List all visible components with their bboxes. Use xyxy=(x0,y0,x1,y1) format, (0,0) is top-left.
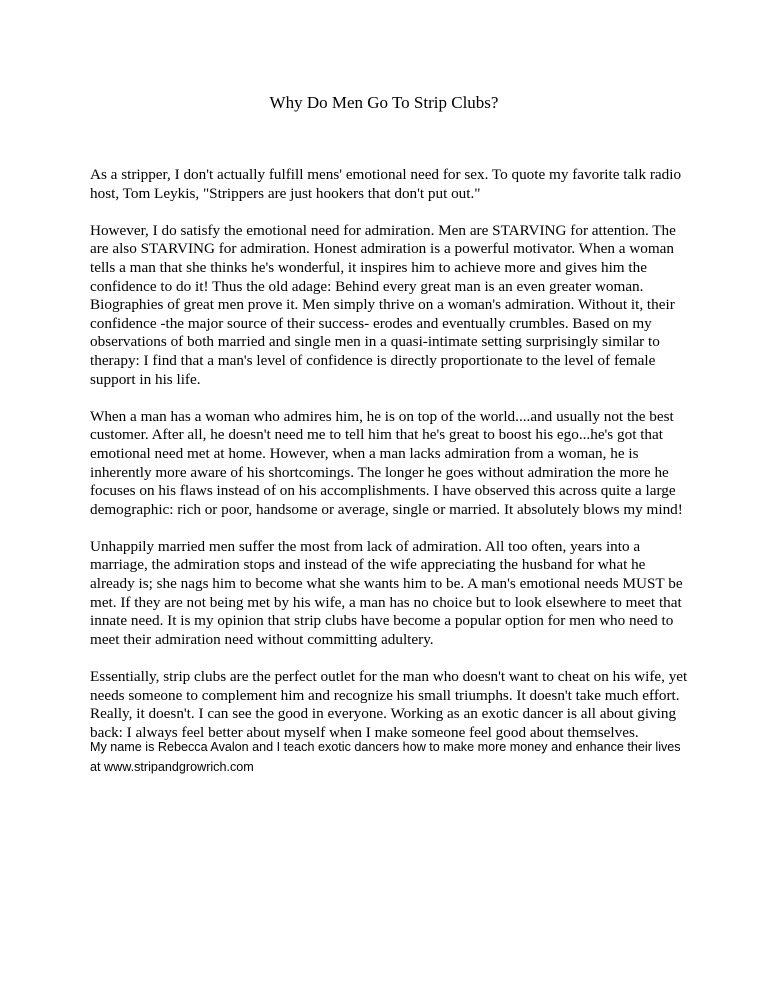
paragraph-2: However, I do satisfy the emotional need for admiration. Men are STARVING for attention. The are also STARVING for admiration. Honest admiration is a powerful motivator. When a woman tells a man that she thinks he's wonderful, it inspires him to achieve more and gives him the confidence to do it! Thus the old adage: Behind every great man is an even greater woman. Biographies of great men prove it. Men simply thrive on a woman's admiration. Without it, their confidence -the major source of their success- erodes and eventually crumbles. Based on my observations of both married and single men in a quasi-intimate setting surprisingly similar to therapy: I find that a man's level of confidence is directly proportionate to the level of female support in his life. xyxy=(90,221,676,388)
paragraph-5: Essentially, strip clubs are the perfect outlet for the man who doesn't want to cheat on his wife, yet needs someone to complement him and recognize his small triumphs. It doesn't take much effort. Really, it doesn't. I can see the good in everyone. Working as an exotic dancer is all about giving back: I always feel better about myself when I make someone feel good about themselves. xyxy=(90,668,688,741)
document-title: Why Do Men Go To Strip Clubs? xyxy=(269,93,499,112)
document-body xyxy=(90,166,690,761)
paragraph-4: Unhappily married men suffer the most from lack of admiration. All too often, years into a marriage, the admiration stops and instead of the wife appreciating the husband for what he already is; she nags him to become what she wants him to be. A man's emotional needs MUST be met. If they are not being met by his wife, a man has no choice but to look elsewhere to meet that innate need. It is my opinion that strip clubs have become a popular option for men who need to meet their admiration need without committing adultery. xyxy=(90,537,683,648)
author-footer: My name is Rebecca Avalon and I teach exotic dancers how to make more money and enhance their lives at www.stripandgrowrich.com xyxy=(90,740,681,774)
paragraph-1: As a stripper, I don't actually fulfill mens' emotional need for sex. To quote my favorite talk radio host, Tom Leykis, "Strippers are just hookers that don't put out." xyxy=(90,166,682,202)
paragraph-3: When a man has a woman who admires him, he is on top of the world....and usually not the best customer. After all, he doesn't need me to tell him that he's great to boost his ego...he's got that emotional need met at home. However, when a man lacks admiration from a woman, he is inherently more aware of his shortcomings. The longer he goes without admiration the more he focuses on his flaws instead of on his accomplishments. I have observed this across quite a large demographic: rich or poor, handsome or average, single or married. It absolutely blows my mind! xyxy=(90,407,683,518)
